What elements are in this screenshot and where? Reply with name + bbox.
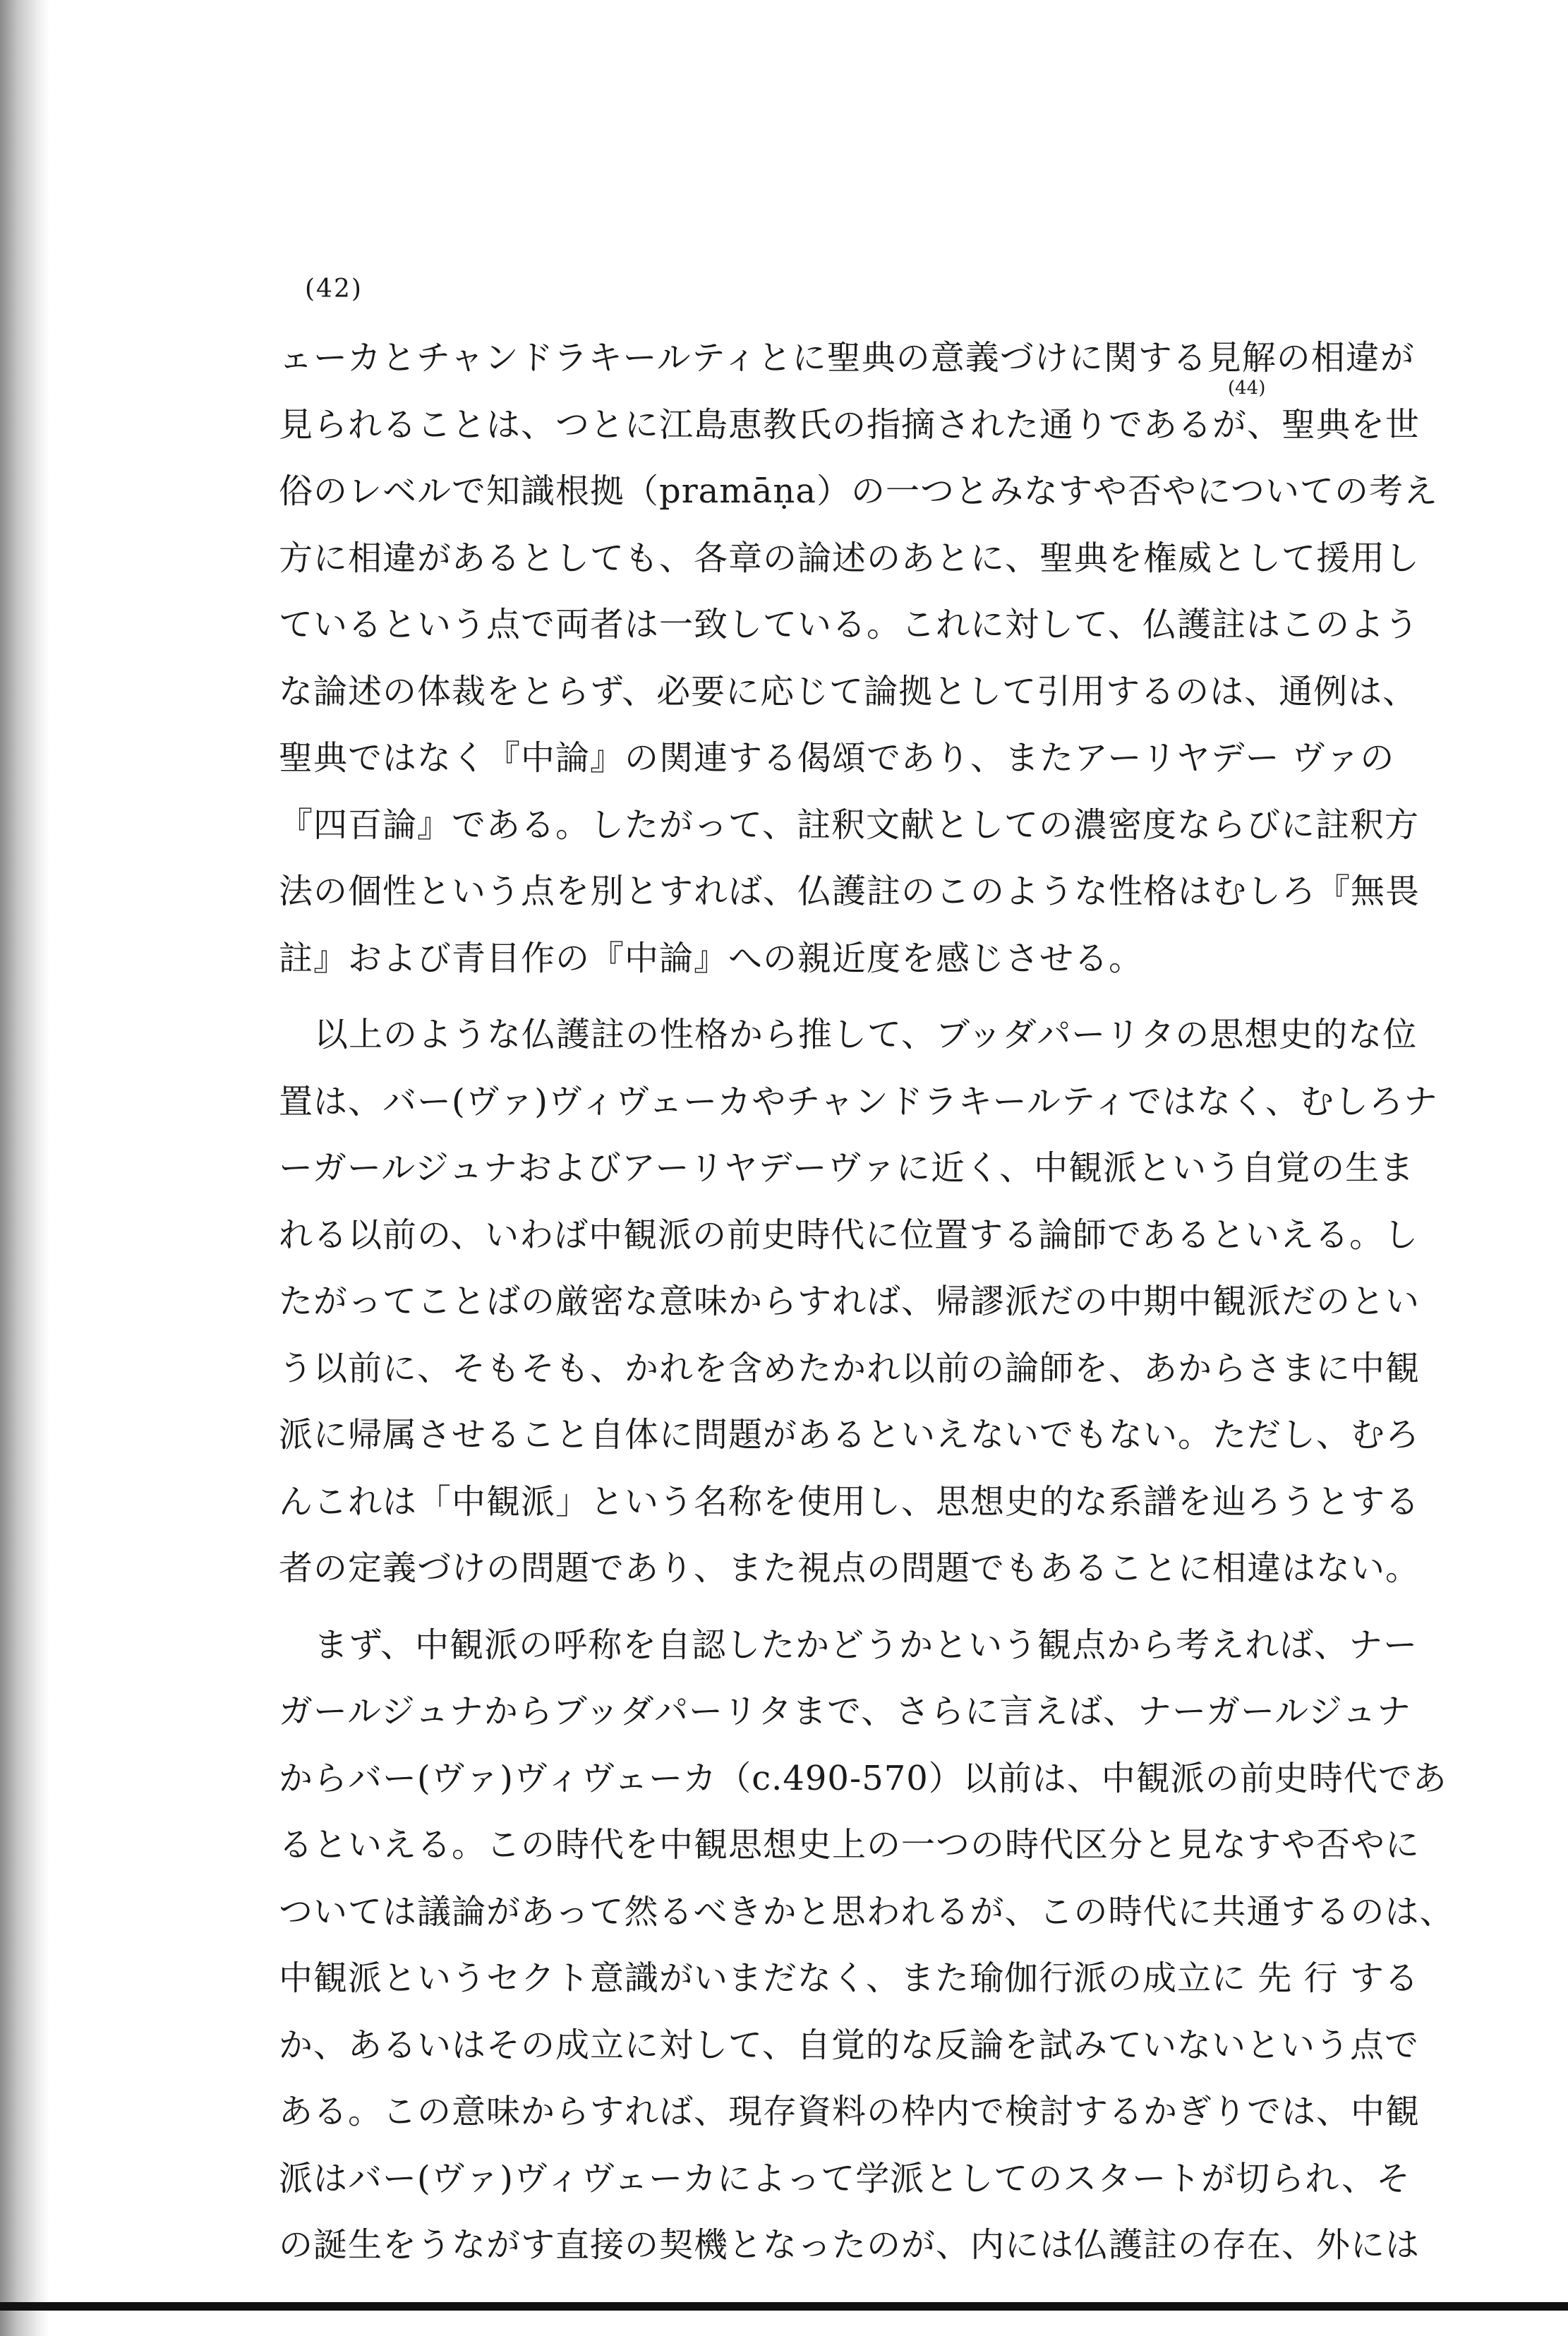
text-line: 者の定義づけの問題であり、また視点の問題でもあることに相違はない。 xyxy=(279,1548,1421,1588)
text-line: う以前に、そもそも、かれを含めたかれ以前の論師を、あからさまに中観 xyxy=(279,1348,1421,1388)
page-number: (42) xyxy=(305,275,363,303)
text-line: まず、中観派の呼称を自認したかどうかという観点から考えれば、ナー xyxy=(314,1625,1418,1665)
footnote-reference: (44) xyxy=(1228,378,1266,399)
text-line: 置は、バー(ヴァ)ヴィヴェーカやチャンドラキールティではなく、むしろナ xyxy=(279,1081,1439,1121)
text-line: たがってことばの厳密な意味からすれば、帰謬派だの中期中観派だのとい xyxy=(279,1282,1421,1321)
text-line: か、あるいはその成立に対して、自覚的な反論を試みていないという点で xyxy=(279,2025,1420,2065)
text-line: 法の個性という点を別とすれば、仏護註のこのような性格はむしろ『無畏 xyxy=(279,872,1421,911)
text-line: 『四百論』である。したがって、註釈文献としての濃密度ならびに註釈方 xyxy=(279,805,1420,845)
text-line: ある。この意味からすれば、現存資料の枠内で検討するかぎりでは、中観 xyxy=(279,2092,1421,2131)
text-line: な論述の体裁をとらず、必要に応じて論拠として引用するのは、通例は、 xyxy=(279,671,1418,711)
text-line: 聖典ではなく『中論』の関連する偈頌であり、またアーリヤデー ヴァの xyxy=(279,738,1395,778)
text-line: からバー(ヴァ)ヴィヴェーカ（c.490-570）以前は、中観派の前史時代であ xyxy=(279,1758,1447,1798)
bottom-scan-border xyxy=(0,2302,1568,2311)
text-line: 中観派というセクト意識がいまだなく、また瑜伽行派の成立に 先 行 する xyxy=(279,1958,1419,1998)
text-line: の誕生をうながす直接の契機となったのが、内には仏護註の存在、外には xyxy=(279,2225,1421,2265)
text-line: 俗のレベルで知識根拠（pramāṇa）の一つとみなすや否やについての考え xyxy=(279,471,1438,511)
text-line: ガールジュナからブッダパーリタまで、さらに言えば、ナーガールジュナ xyxy=(279,1692,1412,1731)
text-line: ーガールジュナおよびアーリヤデーヴァに近く、中観派という自覚の生ま xyxy=(279,1148,1415,1188)
text-line: るといえる。この時代を中観思想史上の一つの時代区分と見なすや否やに xyxy=(279,1825,1421,1865)
body-text xyxy=(279,325,1454,2279)
text-line: ェーカとチャンドラキールティとに聖典の意義づけに関する見解の相違が xyxy=(279,338,1415,378)
text-line: ついては議論があって然るべきかと思われるが、この時代に共通するのは、 xyxy=(279,1891,1454,1932)
text-line: んこれは「中観派」という名称を使用し、思想史的な系譜を辿ろうとする xyxy=(279,1481,1421,1522)
text-line: 派に帰属させること自体に問題があるといえないでもない。ただし、むろ xyxy=(279,1415,1421,1455)
text-line: 派はバー(ヴァ)ヴィヴェーカによって学派としてのスタートが切られ、そ xyxy=(279,2158,1411,2198)
scan-shadow-edge xyxy=(0,0,49,2336)
text-line: ているという点で両者は一致している。これに対して、仏護註はこのよう xyxy=(279,605,1420,644)
text-line: 方に相違があるとしても、各章の論述のあとに、聖典を権威として援用し xyxy=(279,538,1421,578)
text-line: 見られることは、つとに江島恵教氏の指摘された通りであるが、聖典を世 xyxy=(279,404,1421,445)
text-line: 以上のような仏護註の性格から推して、ブッダパーリタの思想史的な位 xyxy=(314,1015,1418,1054)
text-line: れる以前の、いわば中観派の前史時代に位置する論師であるといえる。し xyxy=(279,1215,1419,1255)
text-line: 註』および青目作の『中論』への親近度を感じさせる。 xyxy=(279,938,1144,978)
